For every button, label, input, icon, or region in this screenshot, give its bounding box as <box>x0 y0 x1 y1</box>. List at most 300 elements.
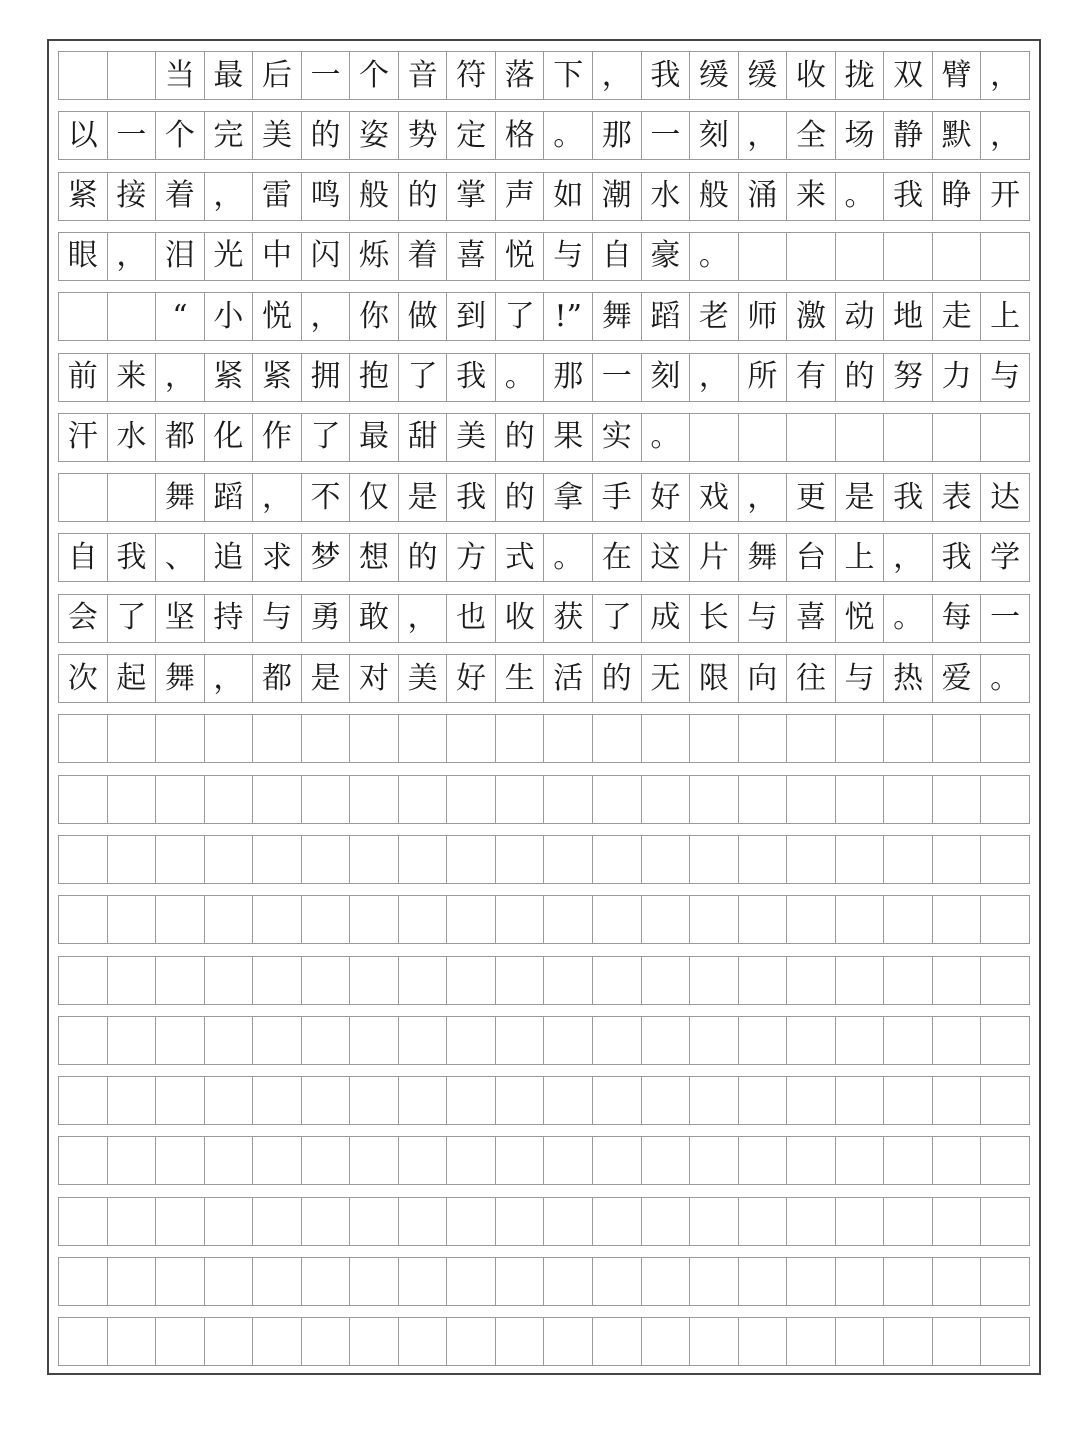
empty-cell <box>59 1258 108 1305</box>
empty-cell <box>739 1077 788 1124</box>
character-cell: 的 <box>593 655 642 702</box>
empty-cell <box>933 715 982 762</box>
empty-cell <box>156 1198 205 1245</box>
empty-cell <box>496 957 545 1004</box>
character-cell: 到 <box>447 293 496 340</box>
empty-cell <box>933 1198 982 1245</box>
empty-cell <box>933 1077 982 1124</box>
character-cell: 拥 <box>302 354 351 401</box>
empty-cell <box>496 1258 545 1305</box>
empty-cell <box>302 1318 351 1365</box>
character-cell: 涌 <box>739 173 788 220</box>
grid-row <box>58 111 1030 160</box>
empty-cell <box>156 957 205 1004</box>
empty-cell <box>350 957 399 1004</box>
character-cell: 我 <box>884 474 933 521</box>
empty-cell <box>787 957 836 1004</box>
character-cell: 美 <box>253 112 302 159</box>
empty-cell <box>642 715 691 762</box>
empty-cell <box>981 1137 1029 1184</box>
character-cell: 想 <box>350 534 399 581</box>
empty-cell <box>593 1137 642 1184</box>
empty-cell <box>544 896 593 943</box>
character-cell: 雷 <box>253 173 302 220</box>
empty-cell <box>836 1077 885 1124</box>
empty-cell <box>981 1258 1029 1305</box>
grid-row <box>58 1016 1030 1065</box>
character-cell: 每 <box>933 595 982 642</box>
empty-cell <box>350 1137 399 1184</box>
empty-cell <box>253 957 302 1004</box>
empty-cell <box>156 1077 205 1124</box>
character-cell: 是 <box>836 474 885 521</box>
character-cell: 做 <box>399 293 448 340</box>
empty-cell <box>836 1258 885 1305</box>
character-cell: 完 <box>205 112 254 159</box>
empty-cell <box>156 1318 205 1365</box>
empty-cell <box>981 1077 1029 1124</box>
empty-cell <box>933 896 982 943</box>
grid-row <box>58 353 1030 402</box>
character-cell: 场 <box>836 112 885 159</box>
character-cell: 自 <box>59 534 108 581</box>
character-cell: 。 <box>544 112 593 159</box>
character-cell: 拢 <box>836 52 885 99</box>
empty-cell <box>108 957 157 1004</box>
character-cell: 汗 <box>59 414 108 461</box>
character-cell: 缓 <box>739 52 788 99</box>
empty-cell <box>690 836 739 883</box>
character-cell: 追 <box>205 534 254 581</box>
empty-cell <box>739 1017 788 1064</box>
empty-cell <box>593 715 642 762</box>
character-cell: 着 <box>156 173 205 220</box>
empty-cell <box>836 1137 885 1184</box>
empty-cell <box>302 1258 351 1305</box>
empty-cell <box>59 957 108 1004</box>
character-cell: 一 <box>593 354 642 401</box>
character-cell: 烁 <box>350 233 399 280</box>
empty-cell <box>108 776 157 823</box>
character-cell: 蹈 <box>642 293 691 340</box>
character-cell: 式 <box>496 534 545 581</box>
character-cell: 会 <box>59 595 108 642</box>
empty-cell <box>59 293 108 340</box>
character-cell: ， <box>399 595 448 642</box>
empty-cell <box>544 1198 593 1245</box>
character-cell: 有 <box>787 354 836 401</box>
empty-cell <box>253 1258 302 1305</box>
character-cell: 蹈 <box>205 474 254 521</box>
character-cell: 前 <box>59 354 108 401</box>
empty-cell <box>787 715 836 762</box>
character-cell: 喜 <box>447 233 496 280</box>
empty-cell <box>447 957 496 1004</box>
character-cell: 了 <box>496 293 545 340</box>
empty-cell <box>739 715 788 762</box>
character-cell: 力 <box>933 354 982 401</box>
empty-cell <box>108 1077 157 1124</box>
character-cell: 着 <box>399 233 448 280</box>
empty-cell <box>350 1258 399 1305</box>
empty-cell <box>981 776 1029 823</box>
character-cell: 持 <box>205 595 254 642</box>
character-cell: 向 <box>739 655 788 702</box>
empty-cell <box>787 1137 836 1184</box>
empty-cell <box>205 715 254 762</box>
empty-cell <box>739 896 788 943</box>
character-cell: 与 <box>253 595 302 642</box>
empty-cell <box>981 1017 1029 1064</box>
empty-cell <box>787 1017 836 1064</box>
empty-cell <box>593 896 642 943</box>
character-cell: 紧 <box>205 354 254 401</box>
empty-cell <box>302 896 351 943</box>
character-cell: 一 <box>302 52 351 99</box>
character-cell: 。 <box>990 660 1021 696</box>
empty-cell <box>884 836 933 883</box>
character-cell: 学 <box>990 539 1021 575</box>
empty-cell <box>447 1258 496 1305</box>
character-cell: 刻 <box>690 112 739 159</box>
character-cell: 符 <box>447 52 496 99</box>
character-cell: 片 <box>690 534 739 581</box>
character-cell: 也 <box>447 595 496 642</box>
empty-cell <box>496 896 545 943</box>
empty-cell <box>496 836 545 883</box>
empty-cell <box>108 1137 157 1184</box>
empty-cell <box>739 414 788 461</box>
character-cell: 。 <box>884 595 933 642</box>
character-cell: 往 <box>787 655 836 702</box>
empty-cell <box>447 1017 496 1064</box>
character-cell: 成 <box>642 595 691 642</box>
empty-cell <box>302 1017 351 1064</box>
empty-cell <box>739 1258 788 1305</box>
character-cell: 我 <box>933 534 982 581</box>
character-cell: 静 <box>884 112 933 159</box>
empty-cell <box>544 776 593 823</box>
character-cell: 来 <box>787 173 836 220</box>
empty-cell <box>447 1198 496 1245</box>
character-cell: 努 <box>884 354 933 401</box>
character-cell: 小 <box>205 293 254 340</box>
empty-cell <box>836 1017 885 1064</box>
character-cell: 势 <box>399 112 448 159</box>
empty-cell <box>447 896 496 943</box>
character-cell: 热 <box>884 655 933 702</box>
empty-cell <box>399 1077 448 1124</box>
character-cell: 的 <box>496 474 545 521</box>
empty-cell <box>933 414 982 461</box>
empty-cell <box>496 1077 545 1124</box>
empty-cell <box>253 836 302 883</box>
character-cell: 求 <box>253 534 302 581</box>
empty-cell <box>884 957 933 1004</box>
empty-cell <box>981 836 1029 883</box>
character-cell: 水 <box>108 414 157 461</box>
empty-cell <box>496 1318 545 1365</box>
character-cell: 与 <box>544 233 593 280</box>
empty-cell <box>593 1318 642 1365</box>
empty-cell <box>253 1017 302 1064</box>
empty-cell <box>884 1137 933 1184</box>
empty-cell <box>253 776 302 823</box>
empty-cell <box>302 957 351 1004</box>
character-cell: 敢 <box>350 595 399 642</box>
character-cell: 所 <box>739 354 788 401</box>
grid-row <box>58 533 1030 582</box>
empty-cell <box>642 1077 691 1124</box>
empty-cell <box>108 715 157 762</box>
empty-cell <box>496 1137 545 1184</box>
character-cell: 。 <box>496 354 545 401</box>
character-cell: 我 <box>108 534 157 581</box>
empty-cell <box>593 1258 642 1305</box>
empty-cell <box>108 1017 157 1064</box>
empty-cell <box>739 233 788 280</box>
character-cell: 那 <box>544 354 593 401</box>
empty-cell <box>690 957 739 1004</box>
grid-row <box>58 654 1030 703</box>
empty-cell <box>399 1017 448 1064</box>
character-cell: 在 <box>593 534 642 581</box>
character-cell: 获 <box>544 595 593 642</box>
empty-cell <box>156 1258 205 1305</box>
empty-cell <box>933 776 982 823</box>
character-cell: 定 <box>447 112 496 159</box>
empty-cell <box>593 1077 642 1124</box>
character-cell: 舞 <box>156 474 205 521</box>
empty-cell <box>399 1258 448 1305</box>
character-cell: 这 <box>642 534 691 581</box>
empty-cell <box>544 957 593 1004</box>
character-cell: 的 <box>836 354 885 401</box>
character-cell: 是 <box>399 474 448 521</box>
empty-cell <box>59 715 108 762</box>
character-cell: 的 <box>302 112 351 159</box>
empty-cell <box>447 776 496 823</box>
empty-cell <box>59 474 108 521</box>
empty-cell <box>739 1198 788 1245</box>
character-cell: 泪 <box>156 233 205 280</box>
character-cell: 无 <box>642 655 691 702</box>
character-cell: 了 <box>302 414 351 461</box>
empty-cell <box>836 957 885 1004</box>
empty-cell <box>981 414 1029 461</box>
character-cell: 仅 <box>350 474 399 521</box>
empty-cell <box>787 233 836 280</box>
character-cell: 你 <box>350 293 399 340</box>
character-cell: 上 <box>990 298 1021 334</box>
character-cell: ， <box>156 354 205 401</box>
character-cell: 限 <box>690 655 739 702</box>
empty-cell <box>156 896 205 943</box>
empty-cell <box>399 836 448 883</box>
empty-cell <box>981 233 1029 280</box>
empty-cell <box>642 1017 691 1064</box>
character-cell: 紧 <box>59 173 108 220</box>
character-cell: ， <box>990 117 1021 153</box>
character-cell: 坚 <box>156 595 205 642</box>
character-cell: 收 <box>787 52 836 99</box>
empty-cell <box>253 715 302 762</box>
empty-cell <box>302 715 351 762</box>
empty-cell <box>59 1318 108 1365</box>
character-cell: 激 <box>787 293 836 340</box>
empty-cell <box>884 1077 933 1124</box>
character-cell: 方 <box>447 534 496 581</box>
empty-cell <box>787 1318 836 1365</box>
empty-cell <box>787 776 836 823</box>
empty-cell <box>690 896 739 943</box>
empty-cell <box>593 1017 642 1064</box>
character-cell: 睁 <box>933 173 982 220</box>
empty-cell <box>496 1198 545 1245</box>
empty-cell <box>981 957 1029 1004</box>
character-cell: 都 <box>156 414 205 461</box>
character-cell: 甜 <box>399 414 448 461</box>
character-cell: 手 <box>593 474 642 521</box>
empty-cell <box>544 1258 593 1305</box>
character-cell: 活 <box>544 655 593 702</box>
empty-cell <box>205 1077 254 1124</box>
character-cell: 缓 <box>690 52 739 99</box>
empty-cell <box>59 52 108 99</box>
empty-cell <box>933 1017 982 1064</box>
empty-cell <box>933 957 982 1004</box>
character-cell: 对 <box>350 655 399 702</box>
empty-cell <box>933 1137 982 1184</box>
empty-cell <box>690 1198 739 1245</box>
grid-row <box>58 895 1030 944</box>
character-cell: 美 <box>447 414 496 461</box>
character-cell: 悦 <box>836 595 885 642</box>
character-cell: 师 <box>739 293 788 340</box>
character-cell: 声 <box>496 173 545 220</box>
empty-cell <box>690 414 739 461</box>
empty-cell <box>642 1318 691 1365</box>
empty-cell <box>156 1137 205 1184</box>
empty-cell <box>593 776 642 823</box>
character-cell: ， <box>690 354 739 401</box>
character-cell: 舞 <box>739 534 788 581</box>
empty-cell <box>739 836 788 883</box>
character-cell: 长 <box>690 595 739 642</box>
empty-cell <box>836 776 885 823</box>
character-cell: 一 <box>642 112 691 159</box>
empty-cell <box>544 1318 593 1365</box>
character-cell: 双 <box>884 52 933 99</box>
grid-row <box>58 232 1030 281</box>
character-cell: 好 <box>447 655 496 702</box>
character-cell: 生 <box>496 655 545 702</box>
empty-cell <box>739 1137 788 1184</box>
character-cell: 般 <box>350 173 399 220</box>
empty-cell <box>642 1258 691 1305</box>
grid-row <box>58 51 1030 100</box>
empty-cell <box>836 896 885 943</box>
empty-cell <box>690 715 739 762</box>
empty-cell <box>108 896 157 943</box>
empty-cell <box>302 1077 351 1124</box>
empty-cell <box>884 776 933 823</box>
grid-row <box>58 594 1030 643</box>
character-cell: 不 <box>302 474 351 521</box>
empty-cell <box>836 233 885 280</box>
empty-cell <box>836 715 885 762</box>
character-cell: ， <box>593 52 642 99</box>
character-cell: 与 <box>739 595 788 642</box>
empty-cell <box>108 52 157 99</box>
empty-cell <box>302 836 351 883</box>
empty-cell <box>350 776 399 823</box>
character-cell: 全 <box>787 112 836 159</box>
empty-cell <box>399 896 448 943</box>
character-cell: 以 <box>59 112 108 159</box>
empty-cell <box>108 836 157 883</box>
empty-cell <box>544 836 593 883</box>
character-cell: 音 <box>399 52 448 99</box>
character-cell: 悦 <box>253 293 302 340</box>
empty-cell <box>787 896 836 943</box>
empty-cell <box>690 1258 739 1305</box>
character-cell: 自 <box>593 233 642 280</box>
empty-cell <box>690 1017 739 1064</box>
character-cell: 地 <box>884 293 933 340</box>
empty-cell <box>399 776 448 823</box>
empty-cell <box>156 1017 205 1064</box>
empty-cell <box>253 1198 302 1245</box>
empty-cell <box>884 233 933 280</box>
character-cell: 了 <box>399 354 448 401</box>
character-cell: 水 <box>642 173 691 220</box>
character-cell: ， <box>253 474 302 521</box>
empty-cell <box>836 836 885 883</box>
empty-cell <box>156 715 205 762</box>
empty-cell <box>496 776 545 823</box>
character-cell: 。 <box>836 173 885 220</box>
grid-row <box>58 956 1030 1005</box>
empty-cell <box>884 1198 933 1245</box>
empty-cell <box>59 1198 108 1245</box>
empty-cell <box>836 1198 885 1245</box>
empty-cell <box>642 836 691 883</box>
empty-cell <box>205 1017 254 1064</box>
empty-cell <box>787 414 836 461</box>
character-cell: 刻 <box>642 354 691 401</box>
character-cell: ， <box>205 173 254 220</box>
empty-cell <box>350 836 399 883</box>
character-cell: 个 <box>156 112 205 159</box>
character-cell: 。 <box>690 233 739 280</box>
character-cell: 那 <box>593 112 642 159</box>
character-cell: 来 <box>108 354 157 401</box>
empty-cell <box>108 1318 157 1365</box>
character-cell: 了 <box>593 595 642 642</box>
empty-cell <box>302 776 351 823</box>
empty-cell <box>884 1318 933 1365</box>
grid-row <box>58 835 1030 884</box>
empty-cell <box>884 715 933 762</box>
character-cell: 化 <box>205 414 254 461</box>
empty-cell <box>205 1318 254 1365</box>
character-cell: 的 <box>399 534 448 581</box>
empty-cell <box>156 836 205 883</box>
character-cell: 个 <box>350 52 399 99</box>
empty-cell <box>981 896 1029 943</box>
empty-cell <box>836 1318 885 1365</box>
